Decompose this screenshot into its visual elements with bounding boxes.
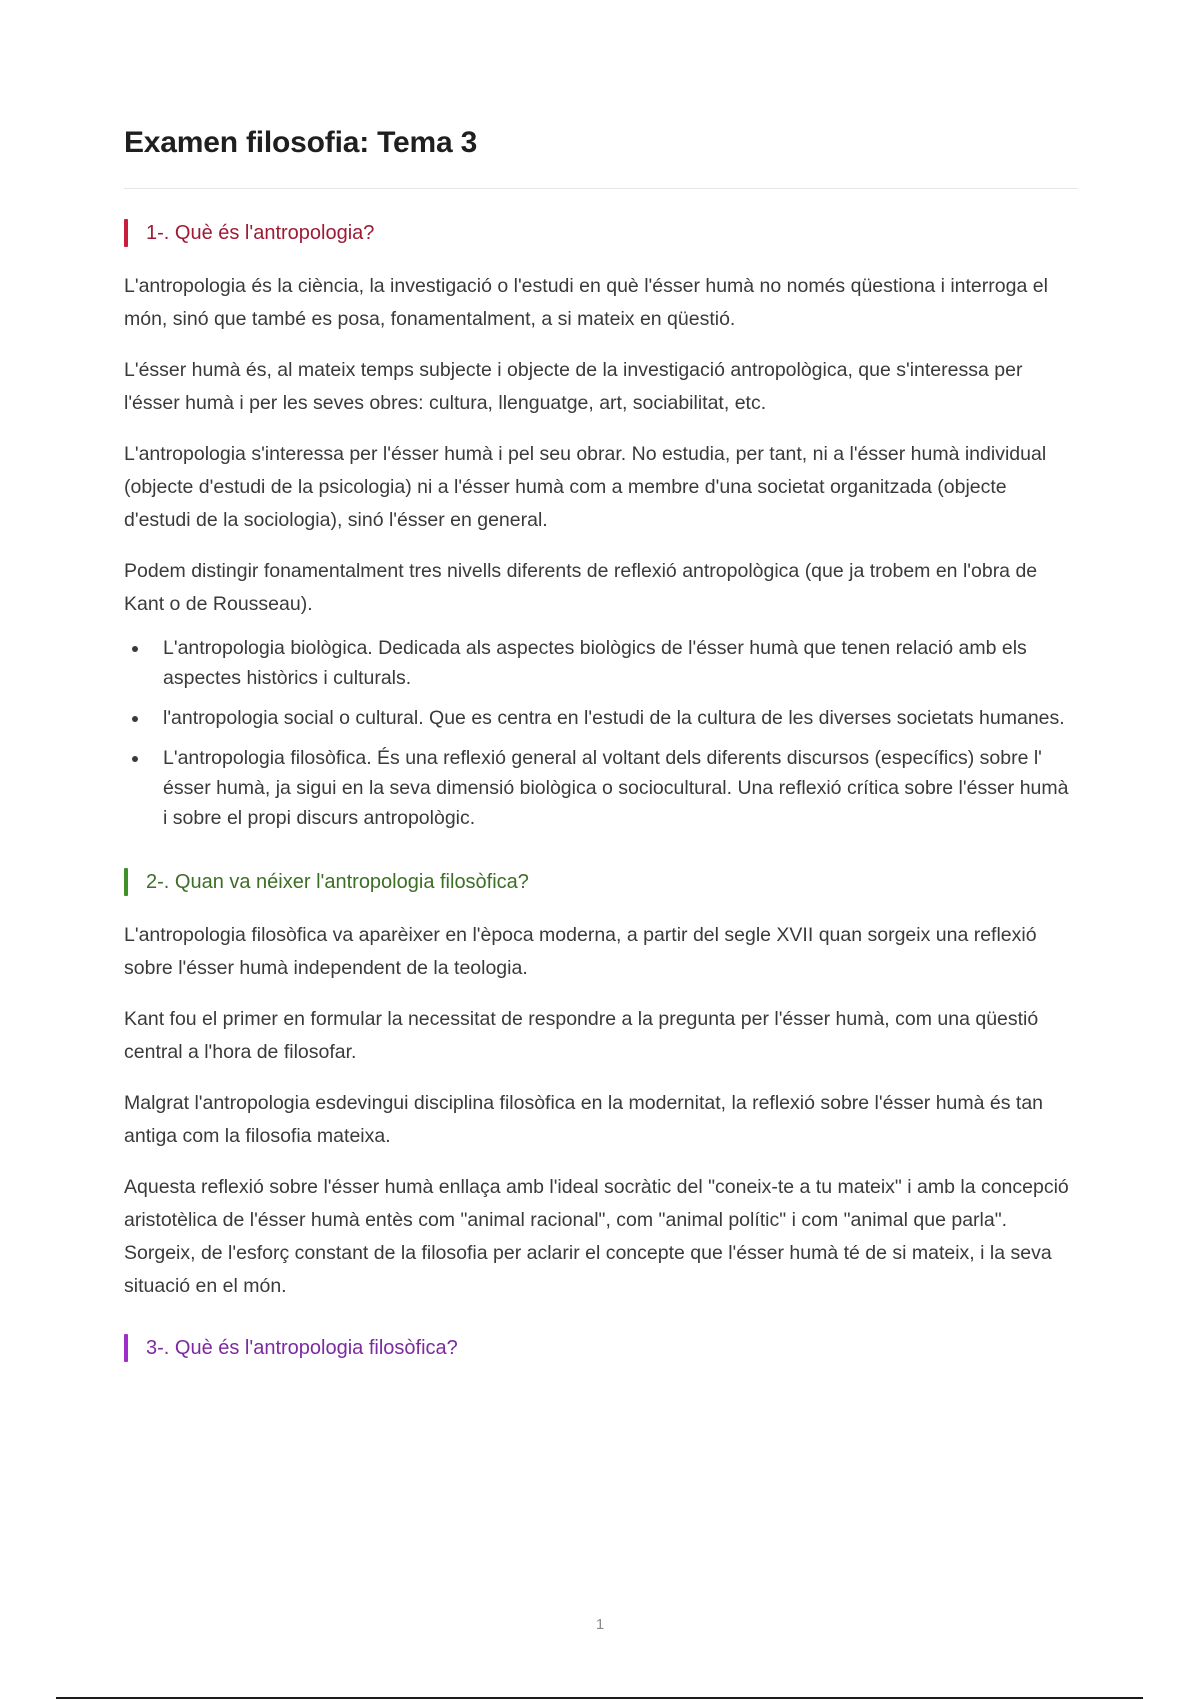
title-divider <box>124 188 1078 189</box>
paragraph: L'antropologia filosòfica va aparèixer en l'època moderna, a partir del segle XVII quan sorgeix una reflexió sobre l'ésser humà independent de la teologia. <box>124 924 1037 979</box>
section-accent-bar <box>124 1334 128 1362</box>
page-title: Examen filosofia: Tema 3 <box>124 126 478 159</box>
paragraph: L'ésser humà és, al mateix temps subjecte i objecte de la investigació antropològica, que s'interessa per l'ésser humà i per les seves obres: cultura, llenguatge, art, sociabilitat, etc. <box>124 359 1023 414</box>
list-item-text: L'antropologia filosòfica. És una reflexió general al voltant dels diferents discursos (específics) sobre l' ésser humà, ja sigui en la seva dimensió biològica o sociocultural. Una reflexió crítica sobre l'ésser humà i sobre el propi discurs antropològic. <box>163 747 1069 829</box>
paragraph: Malgrat l'antropologia esdevingui disciplina filosòfica en la modernitat, la reflexió sobre l'ésser humà és tan antiga com la filosofia mateixa. <box>124 1092 1044 1147</box>
section-heading-label: 1-. Què és l'antropologia? <box>146 222 375 244</box>
page-number: 1 <box>595 1616 605 1633</box>
section-heading-3 <box>124 1333 1078 1363</box>
list-item <box>124 633 1078 693</box>
bullet-icon <box>132 646 138 652</box>
section-heading-label: 2-. Quan va néixer l'antropologia filosòfica? <box>146 871 529 893</box>
bullet-icon <box>132 716 138 722</box>
list-item-text: L'antropologia biològica. Dedicada als aspectes biològics de l'ésser humà que tenen relació amb els aspectes històrics i culturals. <box>163 637 1027 689</box>
bullet-icon <box>132 756 138 762</box>
bullet-list <box>124 633 1078 833</box>
list-item-text: l'antropologia social o cultural. Que es centra en l'estudi de la cultura de les diverses societats humanes. <box>163 707 1065 729</box>
section-accent-bar <box>124 219 128 247</box>
paragraph: Podem distingir fonamentalment tres nivells diferents de reflexió antropològica (que ja trobem en l'obra de Kant o de Rousseau). <box>124 560 1038 615</box>
list-item <box>124 743 1078 833</box>
list-item <box>124 703 1078 733</box>
paragraph: Aquesta reflexió sobre l'ésser humà enllaça amb l'ideal socràtic del "coneix-te a tu mateix" i amb la concepció aristotèlica de l'ésser humà entès com "animal racional", com "animal polític" i com "animal que parla". Sorgeix, de l'esforç constant de la filosofia per aclarir el concepte que l'ésser humà té de si mateix, i la seva situació en el món. <box>124 1176 1069 1297</box>
paragraph: L'antropologia és la ciència, la investigació o l'estudi en què l'ésser humà no només qüestiona i interroga el món, sinó que també es posa, fonamentalment, a si mateix en qüestió. <box>124 275 1048 330</box>
paragraph: Kant fou el primer en formular la necessitat de respondre a la pregunta per l'ésser humà, com una qüestió central a l'hora de filosofar. <box>124 1008 1039 1063</box>
paragraph: L'antropologia s'interessa per l'ésser humà i pel seu obrar. No estudia, per tant, ni a l'ésser humà individual (objecte d'estudi de la psicologia) ni a l'ésser humà com a membre d'una societat organitzada (objecte d'estudi de la sociologia), sinó l'ésser en general. <box>124 443 1047 531</box>
section-accent-bar <box>124 868 128 896</box>
section-heading-1 <box>124 218 1078 248</box>
section-heading-2 <box>124 867 1078 897</box>
footer-divider <box>56 1697 1143 1699</box>
section-heading-label: 3-. Què és l'antropologia filosòfica? <box>146 1337 458 1359</box>
document-body <box>124 218 1078 1385</box>
